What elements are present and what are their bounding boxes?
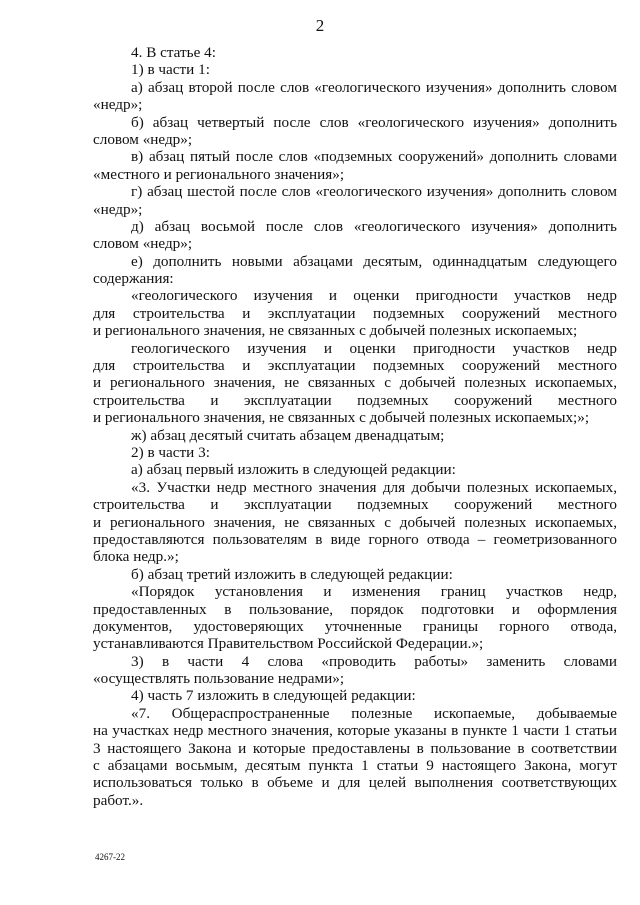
text-line: «осуществлять пользование недрами»;	[93, 670, 345, 688]
text-line: «7. Общераспространенные полезные ископаемые, добываемые	[131, 704, 617, 722]
text-line: и регионального значения, не связанных с добычей полезных ископаемых,	[93, 374, 617, 392]
text-line: строительства и эксплуатации подземных сооружений местного	[93, 391, 617, 409]
text-line: предоставляются пользователям в виде горного отвода – геометризованного	[93, 530, 617, 548]
text-line: предоставленных в пользование, порядок подготовки и оформления	[93, 600, 617, 618]
text-line: для строительства и эксплуатации подземных сооружений местного	[93, 304, 617, 322]
text-line: и регионального значения, не связанных с добычей полезных ископаемых;»;	[93, 409, 590, 427]
text-line: и регионального значения, не связанных с добычей полезных ископаемых,	[93, 513, 617, 531]
text-line: д) абзац восьмой после слов «геологического изучения» дополнить	[131, 217, 617, 235]
text-line: 4) часть 7 изложить в следующей редакции:	[131, 687, 416, 705]
text-line: геологического изучения и оценки пригодности участков недр	[131, 339, 617, 357]
text-line: для строительства и эксплуатации подземных сооружений местного	[93, 357, 617, 375]
text-line: на участках недр местного значения, которые указаны в пункте 1 части 1 статьи	[93, 722, 617, 740]
text-line: в) абзац пятый после слов «подземных сооружений» дополнить словами	[131, 148, 617, 166]
text-line: словом «недр»;	[93, 130, 193, 148]
text-line: «Порядок установления и изменения границ участков недр,	[131, 583, 617, 601]
text-line: а) абзац первый изложить в следующей редакции:	[131, 461, 456, 479]
text-line: содержания:	[93, 270, 174, 288]
text-line: 3) в части 4 слова «проводить работы» заменить словами	[131, 652, 617, 670]
text-line: 1) в части 1:	[131, 61, 210, 79]
text-line: б) абзац третий изложить в следующей редакции:	[131, 565, 453, 583]
text-line: «недр»;	[93, 96, 143, 114]
text-line: устанавливаются Правительством Российской Федерации.»;	[93, 635, 484, 653]
text-line: 3 настоящего Закона и которые предоставлены в пользование в соответствии	[93, 739, 617, 757]
text-line: блока недр.»;	[93, 548, 179, 566]
text-line: «недр»;	[93, 200, 143, 218]
text-line: б) абзац четвертый после слов «геологического изучения» дополнить	[131, 113, 617, 131]
document-body	[93, 44, 617, 809]
text-line: словом «недр»;	[93, 235, 193, 253]
text-line: строительства и эксплуатации подземных сооружений местного	[93, 496, 617, 514]
text-line: «3. Участки недр местного значения для добычи полезных ископаемых,	[131, 478, 617, 496]
text-line: а) абзац второй после слов «геологического изучения» дополнить словом	[131, 78, 617, 96]
text-line: с абзацами восьмым, десятым пункта 1 статьи 9 настоящего Закона, могут	[93, 757, 617, 775]
text-line: работ.».	[93, 791, 144, 809]
text-line: документов, удостоверяющих уточненные границы горного отвода,	[93, 617, 617, 635]
text-line: использоваться только в объеме и для целей выполнения соответствующих	[93, 774, 617, 792]
text-line: «местного и регионального значения»;	[93, 165, 345, 183]
text-line: 4. В статье 4:	[131, 44, 216, 61]
page-number: 2	[315, 16, 325, 35]
text-line: и регионального значения, не связанных с добычей полезных ископаемых;	[93, 322, 578, 340]
text-line: 2) в части 3:	[131, 443, 210, 461]
document-code: 4267-22	[95, 852, 125, 862]
text-line: «геологического изучения и оценки пригодности участков недр	[131, 287, 617, 305]
text-line: е) дополнить новыми абзацами десятым, одиннадцатым следующего	[131, 252, 617, 270]
text-line: г) абзац шестой после слов «геологического изучения» дополнить словом	[131, 183, 617, 201]
text-line: ж) абзац десятый считать абзацем двенадцатым;	[131, 426, 445, 444]
